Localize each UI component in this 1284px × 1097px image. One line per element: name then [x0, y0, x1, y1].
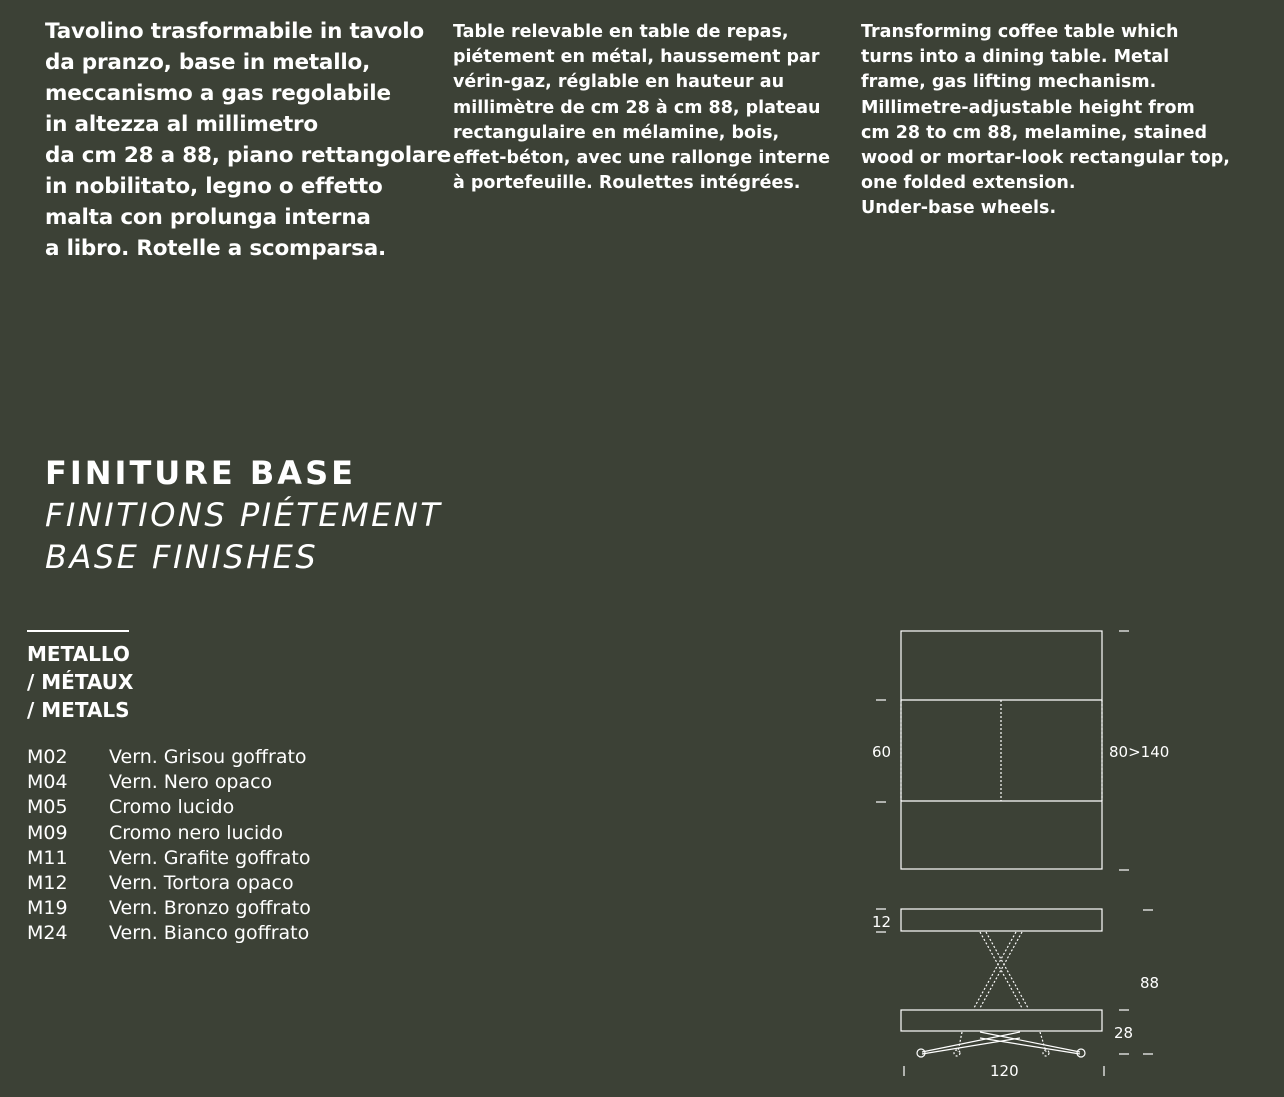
- side-view-top-lowered: [901, 1010, 1102, 1031]
- description-line: da pranzo, base in metallo,: [45, 50, 371, 75]
- finish-name: Vern. Grafite goffrato: [109, 846, 311, 869]
- scissor-legs: [974, 932, 1028, 1008]
- description-line: millimètre de cm 28 à cm 88, plateau: [453, 97, 821, 118]
- side-view-top-raised: [901, 909, 1102, 931]
- description-line: turns into a dining table. Metal: [861, 47, 1170, 68]
- description-line: Under-base wheels.: [861, 198, 1057, 219]
- description-line: da cm 28 a 88, piano rettangolare: [45, 143, 451, 168]
- finish-code: M05: [27, 796, 68, 819]
- heading-english: BASE FINISHES: [45, 538, 319, 576]
- description-line: Tavolino trasformabile in tavolo: [45, 19, 424, 44]
- description-line: Transforming coffee table which: [861, 22, 1179, 42]
- description-line: meccanismo a gas regolabile: [45, 81, 391, 106]
- description-line: cm 28 to cm 88, melamine, stained: [861, 122, 1208, 143]
- finish-code: M19: [27, 897, 68, 920]
- description-line: piétement en métal, haussement par: [453, 47, 820, 68]
- finish-code: M12: [27, 872, 68, 895]
- description-line: effet-béton, avec une rallonge interne: [453, 148, 831, 169]
- finish-code: M11: [27, 846, 68, 869]
- finish-name: Cromo nero lucido: [109, 821, 283, 844]
- description-line: a libro. Rotelle a scomparsa.: [45, 236, 387, 261]
- description-line: à portefeuille. Roulettes intégrées.: [453, 173, 801, 194]
- description-line: Table relevable en table de repas,: [453, 22, 789, 42]
- description-line: malta con prolunga interna: [45, 205, 371, 230]
- wheel-icon: [1043, 1050, 1049, 1056]
- finish-name: Vern. Bronzo goffrato: [109, 897, 311, 920]
- dim-top-thickness: 12: [872, 913, 892, 931]
- finish-code: M02: [27, 746, 68, 768]
- description-line: vérin-gaz, réglable en hauteur au: [453, 72, 785, 93]
- finish-name: Vern. Bianco goffrato: [109, 922, 310, 945]
- dim-depth: 60: [872, 743, 892, 761]
- dim-length: 80>140: [1109, 743, 1170, 761]
- metals-title-french: / MÉTAUX: [27, 670, 134, 694]
- heading-french: FINITIONS PIÉTEMENT: [45, 496, 443, 534]
- description-line: rectangulaire en mélamine, bois,: [453, 122, 780, 143]
- metals-title-italian: METALLO: [27, 642, 130, 666]
- wheel-icon: [954, 1050, 960, 1056]
- dim-max-height: 88: [1140, 974, 1160, 992]
- description-line: in nobilitato, legno o effetto: [45, 174, 383, 199]
- finish-name: Cromo lucido: [109, 796, 235, 819]
- finish-name: Vern. Nero opaco: [109, 771, 273, 794]
- description-line: wood or mortar-look rectangular top,: [861, 148, 1230, 169]
- heading-italian: FINITURE BASE: [45, 454, 356, 492]
- wheel-icon: [917, 1049, 925, 1057]
- metals-title-english: / METALS: [27, 698, 130, 722]
- description-line: in altezza al millimetro: [45, 112, 318, 137]
- description-line: one folded extension.: [861, 173, 1076, 194]
- finish-code: M04: [27, 771, 68, 794]
- dim-min-height: 28: [1114, 1024, 1134, 1042]
- finish-name: Vern. Tortora opaco: [109, 872, 294, 895]
- finish-name: Vern. Grisou goffrato: [109, 746, 307, 768]
- description-line: frame, gas lifting mechanism.: [861, 72, 1157, 93]
- finish-code: M24: [27, 922, 68, 945]
- dim-width: 120: [990, 1062, 1019, 1080]
- wheel-icon: [1077, 1049, 1085, 1057]
- description-line: Millimetre-adjustable height from: [861, 97, 1195, 118]
- base-legs: [922, 1032, 1080, 1054]
- finish-code: M09: [27, 821, 68, 844]
